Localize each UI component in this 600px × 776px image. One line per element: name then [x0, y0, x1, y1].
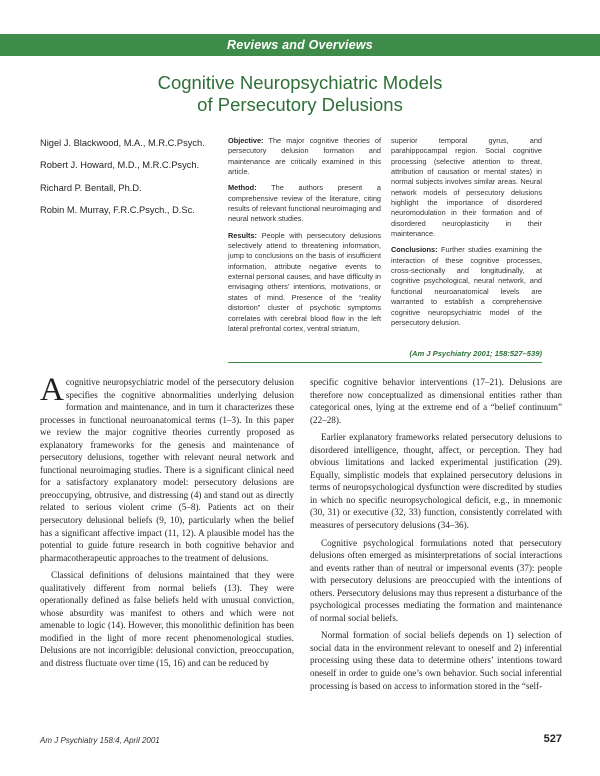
abstract-conclusions — [391, 245, 542, 328]
author-3: Richard P. Bentall, Ph.D. — [40, 182, 142, 193]
page-number: 527 — [543, 733, 562, 745]
author-list — [40, 137, 210, 227]
objective-text: The major cognitive theories of persecutory delusion formation and maintenance are critically examined in this article. — [228, 136, 381, 177]
abstract-method — [228, 183, 381, 224]
body-column-1 — [40, 372, 294, 675]
article-title — [60, 72, 540, 116]
paragraph-5: Cognitive psychological formulations noted that persecutory delusions often emerged as misinterpretations of social interactions and events rather than of neutral or impersonal events (37): people with persecutory delusions are preoccupied with the intentions of others. Persecutory delusions may thus represent a disturbance of the psychological processes mediating the formation and maintenance of normal social beliefs. — [310, 537, 562, 623]
title-line-1: Cognitive Neuropsychiatric Models — [157, 72, 443, 93]
results-label: Results: — [228, 230, 257, 240]
abstract-column-2 — [391, 136, 542, 334]
paragraph-1 — [40, 372, 294, 564]
paragraph-2: Classical definitions of delusions maintained that they were qualitatively different from normal beliefs (13). They were operationally defined as false beliefs held with unusual conviction, whose absurdity was manifest to others and which were not amenable to logic (14). However, this monolithic definition has been modified in the light of more recent phenomenological studies. Delusions are not incorrigible: delusional conviction, preoccupation, and distress fluctuate over time (15, 16) and can be reduced by — [40, 570, 294, 669]
paragraph-1-text: cognitive neuropsychiatric model of the persecutory delusion specifies the cognitive abnormalities underlying delusion formation and maintenance, and in turn it characterizes these processes in functional neuroanatomical terms (1–3). In this paper we review the major cognitive theories currently proposed as explanatory frameworks for the genesis and maintenance of persecutory delusions, together with relevant neural network and functional neuroimaging studies. There is a significant clinical need for a satisfactory explanatory model: persecutory delusions are preoccupying, obtrusive, and distressing (4) and stand out as directly related to serious violent crime (5–8). Patients act on their persecutory delusional beliefs (9, 10), particularly when the belief has a significant affective impact (11, 12). A plausible model has the potential to guide future research in both cognitive behavior and pharmacotherapeutic approaches to the treatment of delusions. — [40, 377, 294, 563]
abstract-objective — [228, 136, 381, 177]
conclusions-text: Further studies examining the interaction of these cognitive processes, cross-sectionally and longitudinally, at cognitive psychological, neural network, and functional neuroanatomical levels are warranted to establish a comprehensive cognitive neuropsychiatric model of the persecutory delusion. — [391, 245, 542, 327]
footer-journal: Am J Psychiatry 158:4, April 2001 — [40, 736, 160, 745]
method-label: Method: — [228, 183, 257, 193]
author-2: Robert J. Howard, M.D., M.R.C.Psych. — [40, 160, 200, 171]
section-banner: Reviews and Overviews — [0, 34, 600, 56]
author-4: Robin M. Murray, F.R.C.Psych., D.Sc. — [40, 205, 195, 216]
drop-cap: A — [40, 372, 64, 408]
title-line-2: of Persecutory Delusions — [197, 94, 403, 115]
paragraph-3: specific cognitive behavior interventions (17–21). Delusions are therefore now conceptualized as dimensional entities rather than categorical ones, lying at the extreme end of a “belief continuum” (22–28). — [310, 377, 562, 425]
method-text: The authors present a comprehensive review of the literature, citing results of relevant functional neuroimaging and neural network studies. — [228, 183, 381, 224]
body-column-2 — [310, 376, 562, 697]
abstract-results-continued: superior temporal gyrus, and parahippocampal region. Social cognitive processing (selective attention to threat, attribution of causation or mental states) in normal subjects involves similar areas. Neural network models of persecutory delusions highlight the importance of disordered neuromodulation in their formation and of disordered neuroplasticity in their maintenance. — [391, 136, 542, 239]
abstract-column-1 — [228, 136, 381, 340]
divider — [228, 362, 542, 363]
results-text: People with persecutory delusions selectively attend to threatening information, jump to conclusions on the basis of insufficient information, attribute negative events to external personal causes, and have difficulty in envisaging others’ intentions, motivations, or states of mind. Presence of the “reality distortion” cluster of psychotic symptoms correlates with cerebral blood flow in the left lateral prefrontal cortex, ventral striatum, — [228, 230, 381, 333]
abstract-results — [228, 231, 381, 334]
paragraph-4: Earlier explanatory frameworks related persecutory delusions to disordered intelligence, thought, affect, or perception. They had obvious limitations and lacked experimental justification (29). Equally, simplistic models that explained persecutory delusions in terms of neuropsychological dysfunction were discredited by studies in which no specific neuropsychological deficit, e.g., in mnemonic (30, 31) or executive (32, 33) function, consistently correlated with measures of persecutory delusions (34–36). — [310, 432, 562, 531]
author-1: Nigel J. Blackwood, M.A., M.R.C.Psych. — [40, 138, 205, 148]
objective-label: Objective: — [228, 136, 264, 145]
paragraph-6: Normal formation of social beliefs depends on 1) selection of social data in the environment relevant to oneself and 2) inferential processing using these data to determine others’ intentions toward oneself in order to guide one’s own behavior. Such social inferential processing is based on access to information stored in the “self- — [310, 630, 562, 691]
citation: (Am J Psychiatry 2001; 158:527–539) — [409, 349, 542, 358]
conclusions-label: Conclusions: — [391, 245, 438, 255]
